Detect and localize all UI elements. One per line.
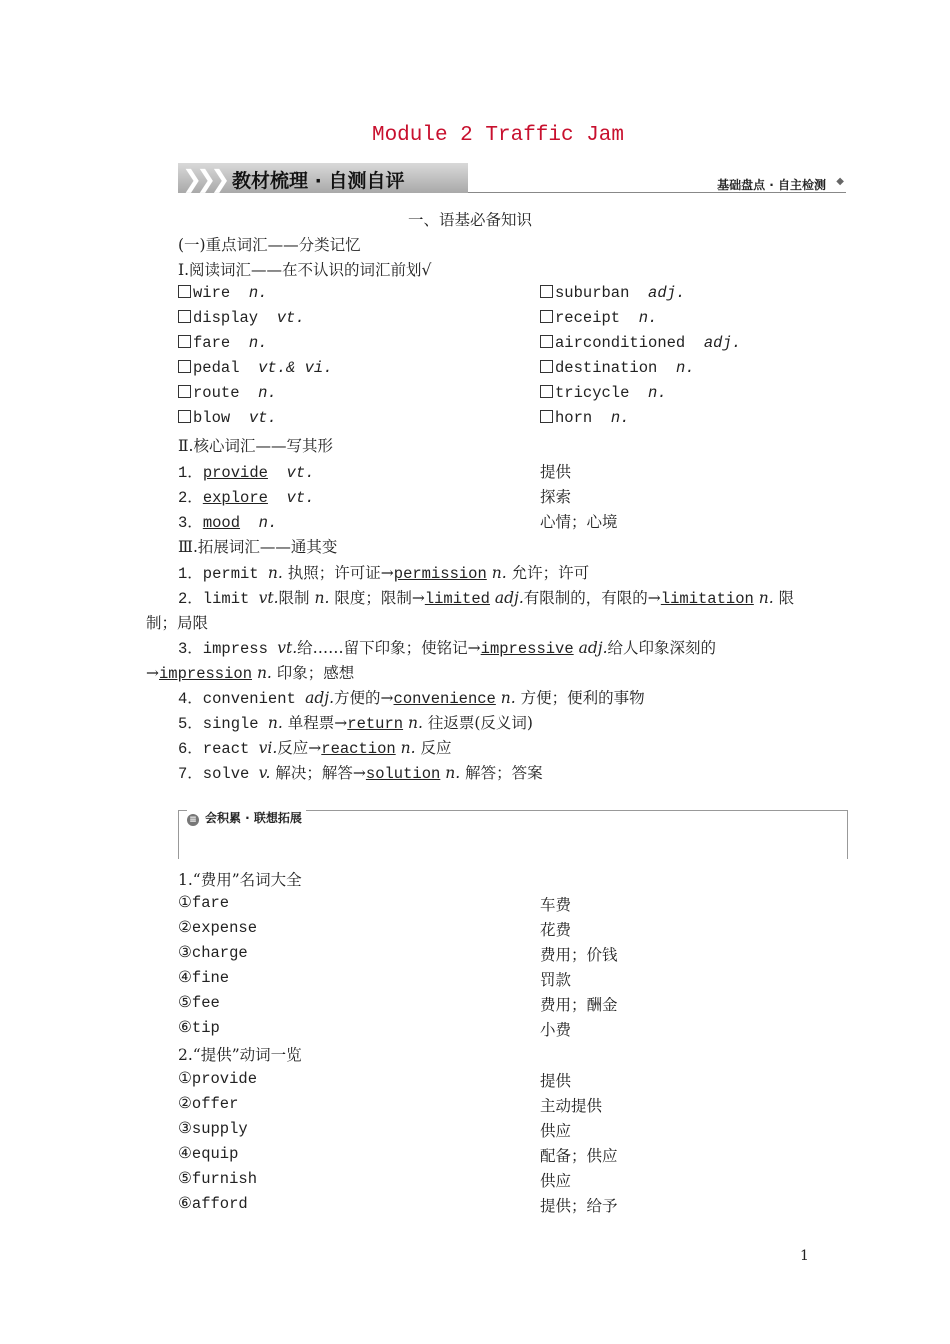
list-item-meaning: 提供；给予 — [540, 1197, 618, 1215]
core-item: 2．explore vt. — [178, 489, 315, 507]
derive-item: 5．single n. 单程票→return n. 往返票(反义词) — [178, 714, 533, 733]
chevron-right-icon: ❯❯❯ — [182, 165, 225, 193]
page-title: Module 2 Traffic Jam — [371, 124, 625, 147]
banner-left-text: 教材梳理 · 自测自评 — [232, 170, 405, 192]
derive-item: 2．limit vt.限制 n. 限度；限制→limited adj.有限制的，有限的→limitation n. 限 — [178, 589, 795, 608]
vocab-item: fare n. — [178, 334, 267, 352]
checkbox[interactable] — [178, 360, 191, 373]
derive-item: 7．solve v. 解决；解答→solution n. 解答；答案 — [178, 764, 543, 783]
vocab-item: suburban adj. — [540, 284, 685, 302]
list-item-meaning: 小费 — [540, 1021, 572, 1039]
checkbox[interactable] — [178, 335, 191, 348]
checkbox[interactable] — [178, 310, 191, 323]
checkbox[interactable] — [540, 335, 553, 348]
list-item: ③supply — [178, 1120, 248, 1138]
answer: permission — [393, 565, 487, 583]
part3-heading: Ⅲ.拓展词汇——通其变 — [178, 538, 338, 556]
page-number: 1 — [800, 1248, 809, 1264]
answer: reaction — [321, 740, 396, 758]
banner-right-text: 基础盘点 · 自主检测 — [717, 178, 826, 192]
list-item: ①provide — [178, 1070, 258, 1088]
fees-heading: 1.“费用”名词大全 — [178, 871, 302, 889]
vocab-item: blow vt. — [178, 409, 277, 427]
answer: explore — [202, 489, 268, 507]
list-item-meaning: 主动提供 — [540, 1097, 603, 1115]
vocab-item: tricycle n. — [540, 384, 667, 402]
list-icon: ≡ — [187, 814, 199, 826]
answer: convenience — [393, 690, 496, 708]
checkbox[interactable] — [178, 285, 191, 298]
checkbox[interactable] — [540, 360, 553, 373]
part1-heading: Ⅰ.阅读词汇——在不认识的词汇前划√ — [178, 261, 432, 279]
answer: impression — [159, 665, 253, 683]
vocab-item: route n. — [178, 384, 277, 402]
answer: return — [347, 715, 404, 733]
checkbox[interactable] — [178, 385, 191, 398]
diamond-icon: ◆ — [836, 176, 844, 187]
tip-box — [178, 810, 848, 859]
answer: impressive — [480, 640, 574, 658]
answer: limited — [424, 590, 490, 608]
answer: mood — [202, 514, 241, 532]
list-item-meaning: 配备；供应 — [540, 1147, 618, 1165]
checkbox[interactable] — [540, 285, 553, 298]
checkbox[interactable] — [540, 385, 553, 398]
list-item: ⑥afford — [178, 1195, 248, 1213]
subsection-heading: (一)重点词汇——分类记忆 — [178, 236, 361, 254]
list-item: ④fine — [178, 969, 230, 987]
vocab-item: destination n. — [540, 359, 695, 377]
list-item-meaning: 车费 — [540, 896, 572, 914]
derive-item-cont: 制；局限 — [146, 614, 209, 632]
list-item: ⑤furnish — [178, 1170, 258, 1188]
vocab-item: display vt. — [178, 309, 305, 327]
derive-item: 3．impress vt.给……留下印象；使铭记→impressive adj.给人印象深刻的 — [178, 639, 717, 658]
list-item-meaning: 供应 — [540, 1122, 572, 1140]
list-item-meaning: 费用；价钱 — [540, 946, 618, 964]
list-item: ④equip — [178, 1145, 239, 1163]
vocab-item: airconditioned adj. — [540, 334, 741, 352]
list-item-meaning: 罚款 — [540, 971, 572, 989]
answer: limitation — [660, 590, 754, 608]
vocab-item: pedal vt.& vi. — [178, 359, 333, 377]
list-item-meaning: 提供 — [540, 1072, 572, 1090]
checkbox[interactable] — [178, 410, 191, 423]
section-banner — [178, 160, 846, 196]
list-item: ⑥tip — [178, 1019, 220, 1037]
derive-item: 1．permit n. 执照；许可证→permission n. 允许；许可 — [178, 564, 590, 583]
list-item: ⑤fee — [178, 994, 220, 1012]
list-item: ②expense — [178, 919, 258, 937]
list-item: ②offer — [178, 1095, 239, 1113]
part2-heading: Ⅱ.核心词汇——写其形 — [178, 437, 333, 455]
list-item: ③charge — [178, 944, 248, 962]
list-item-meaning: 花费 — [540, 921, 572, 939]
vocab-item: wire n. — [178, 284, 267, 302]
core-meaning: 提供 — [540, 463, 572, 481]
tip-box-title: ≡ 会积累 · 联想拓展 — [187, 809, 306, 826]
answer: provide — [202, 464, 268, 482]
derive-item: 4．convenient adj.方便的→convenience n. 方便；便利的事物 — [178, 689, 645, 708]
core-item: 1．provide vt. — [178, 464, 315, 482]
core-meaning: 心情；心境 — [540, 513, 618, 531]
section-heading: 一、语基必备知识 — [408, 211, 533, 229]
checkbox[interactable] — [540, 310, 553, 323]
list-item-meaning: 供应 — [540, 1172, 572, 1190]
checkbox[interactable] — [540, 410, 553, 423]
vocab-item: horn n. — [540, 409, 629, 427]
derive-item: 6．react vi.反应→reaction n. 反应 — [178, 739, 452, 758]
derive-item-cont: →impression n. 印象；感想 — [146, 664, 355, 683]
list-item: ①fare — [178, 894, 230, 912]
list-item-meaning: 费用；酬金 — [540, 996, 618, 1014]
provide-heading: 2.“提供”动词一览 — [178, 1046, 302, 1064]
answer: solution — [365, 765, 441, 783]
core-item: 3．mood n. — [178, 514, 278, 532]
core-meaning: 探索 — [540, 488, 572, 506]
vocab-item: receipt n. — [540, 309, 657, 327]
